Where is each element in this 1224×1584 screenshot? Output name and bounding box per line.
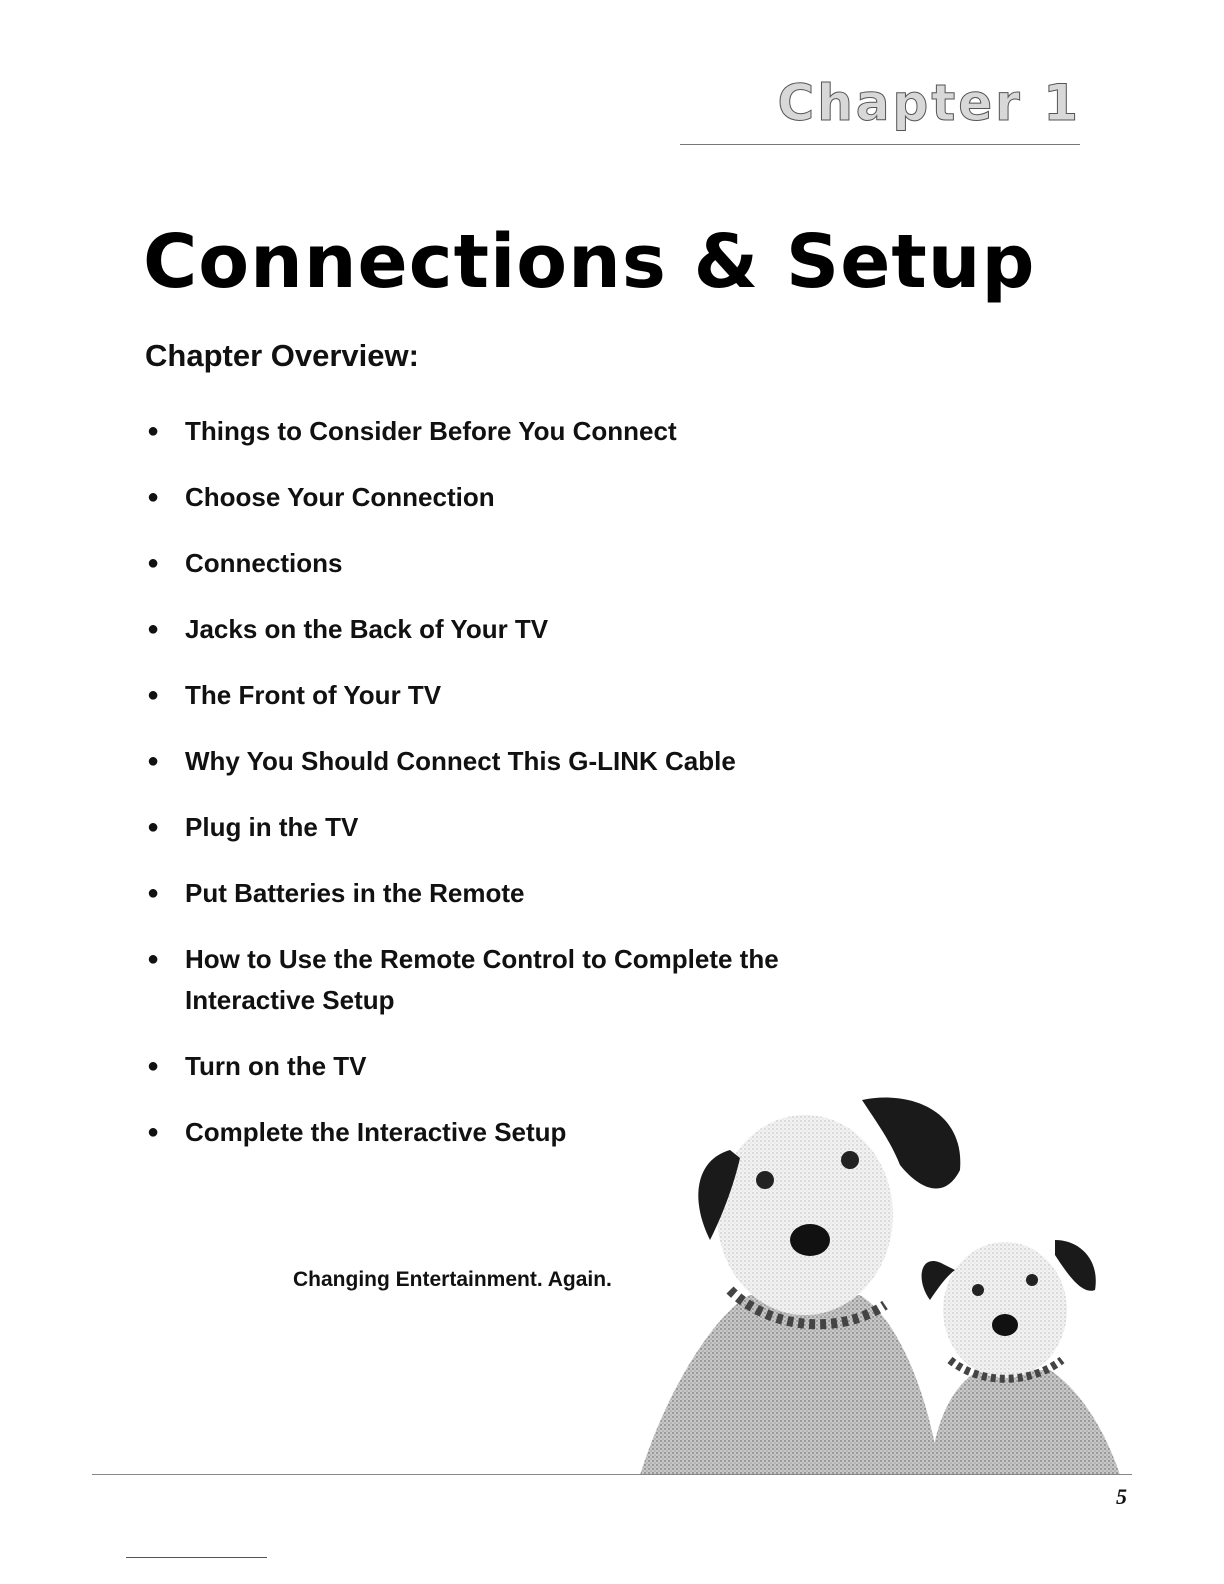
overview-list: [145, 411, 865, 1178]
page-title: Connections & Setup: [143, 219, 1036, 305]
bullet-icon: ●: [147, 618, 160, 640]
tagline: Changing Entertainment. Again.: [293, 1268, 612, 1291]
list-item: [145, 873, 865, 914]
list-item-text: Plug in the TV: [185, 812, 359, 842]
chapter-label: Chapter 1: [777, 74, 1081, 132]
bullet-icon: ●: [147, 486, 160, 508]
list-item: [145, 477, 865, 518]
list-item-text: Why You Should Connect This G-LINK Cable: [185, 746, 736, 776]
bullet-icon: ●: [147, 684, 160, 706]
chapter-underline: [680, 144, 1080, 145]
list-item: [145, 741, 865, 782]
list-item-text: How to Use the Remote Control to Complete the Interactive Setup: [185, 944, 779, 1015]
list-item: [145, 411, 865, 452]
list-item: [145, 675, 865, 716]
bullet-icon: ●: [147, 1121, 160, 1143]
list-item-text: Complete the Interactive Setup: [185, 1117, 567, 1147]
list-item-text: Jacks on the Back of Your TV: [185, 614, 549, 644]
bullet-icon: ●: [147, 816, 160, 838]
bullet-icon: ●: [147, 552, 160, 574]
list-item: [145, 543, 865, 584]
list-item-text: Connections: [185, 548, 343, 578]
dogs-illustration: [600, 1080, 1130, 1475]
bullet-icon: ●: [147, 750, 160, 772]
bullet-icon: ●: [147, 420, 160, 442]
bullet-icon: ●: [147, 882, 160, 904]
bullet-icon: ●: [147, 1055, 160, 1077]
list-item-text: Choose Your Connection: [185, 482, 495, 512]
list-item: [145, 807, 865, 848]
link-underline: [126, 1557, 267, 1558]
list-item-text: Put Batteries in the Remote: [185, 878, 525, 908]
list-item-text: Turn on the TV: [185, 1051, 367, 1081]
page-number: 5: [1116, 1484, 1127, 1509]
list-item: [145, 939, 835, 1021]
footer-rule: [92, 1474, 1132, 1475]
list-item-text: The Front of Your TV: [185, 680, 442, 710]
bullet-icon: ●: [147, 948, 160, 970]
list-item: [145, 609, 865, 650]
list-item-text: Things to Consider Before You Connect: [185, 416, 677, 446]
overview-heading: Chapter Overview:: [145, 338, 419, 373]
